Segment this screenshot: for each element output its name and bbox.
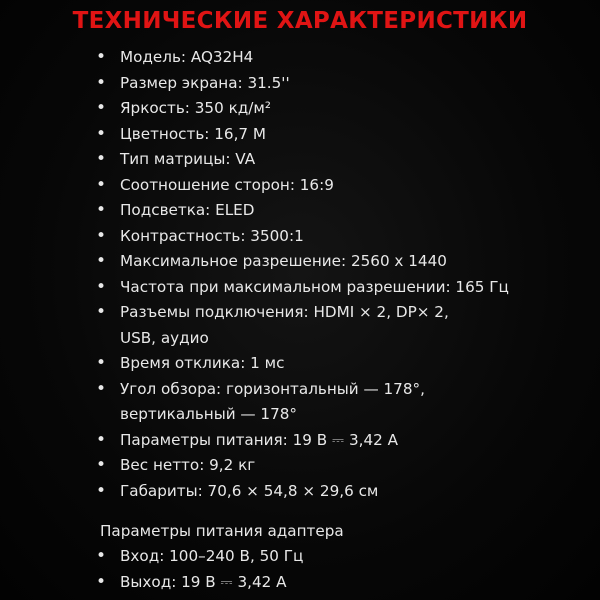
spec-item-text: Тип матрицы: VA [120, 150, 256, 168]
spec-item [92, 96, 592, 122]
spec-item-text: Частота при максимальном разрешении: 165 Гц [120, 277, 509, 296]
bullet-icon: • [96, 378, 107, 399]
spec-item-text: Время отклика: 1 мс [120, 354, 285, 372]
bullet-icon: • [96, 480, 107, 501]
spec-list [92, 45, 592, 504]
bullet-icon: • [96, 149, 107, 169]
page-title: ТЕХНИЧЕСКИЕ ХАРАКТЕРИСТИКИ [72, 8, 528, 34]
spec-item-text: Соотношение сторон: 16:9 [120, 175, 334, 194]
bullet-icon: • [96, 276, 107, 297]
spec-item-text: Габариты: 70,6 × 54,8 × 29,6 см [120, 481, 379, 500]
bullet-icon: • [96, 72, 107, 93]
spec-item [92, 570, 592, 596]
spec-item-text: вертикальный — 178° [120, 405, 298, 423]
spec-item [92, 147, 592, 173]
bullet-icon: • [96, 546, 107, 566]
spec-item-text: Выход: 19 В ⎓ 3,42 А [120, 572, 287, 591]
spec-item [92, 351, 592, 377]
spec-item-text: Параметры питания: 19 В ⎓ 3,42 А [120, 430, 398, 449]
spec-item [92, 249, 592, 275]
spec-item-text: Подсветка: ELED [120, 201, 255, 219]
spec-item [92, 544, 592, 570]
spec-item [92, 224, 592, 250]
bullet-icon: • [96, 302, 107, 322]
spec-item-text: Яркость: 350 кд/м² [120, 99, 271, 117]
spec-item-text: Модель: AQ32H4 [120, 48, 254, 66]
spec-item [92, 377, 592, 428]
spec-item [92, 300, 592, 351]
spec-item [92, 45, 592, 71]
bullet-icon: • [96, 225, 107, 246]
spec-item-text: USB, аудио [120, 328, 209, 347]
spec-item-text: Максимальное разрешение: 2560 x 1440 [120, 252, 447, 270]
bullet-icon: • [96, 251, 107, 271]
bullet-icon: • [96, 455, 107, 475]
bullet-icon: • [96, 98, 107, 118]
spec-item-text: Вес нетто: 9,2 кг [120, 456, 256, 474]
spec-item [92, 275, 592, 301]
spec-item-text: Цветность: 16,7 М [120, 124, 266, 143]
spec-item [92, 71, 592, 97]
bullet-icon: • [96, 174, 107, 195]
spec-item [92, 428, 592, 454]
spec-item [92, 453, 592, 479]
bullet-icon: • [96, 353, 107, 373]
spec-item-text: Угол обзора: горизонтальный — 178°, [120, 379, 425, 398]
adapter-section-title: Параметры питания адаптера [100, 522, 344, 540]
spec-item [92, 479, 592, 505]
spec-item [92, 198, 592, 224]
spec-item [92, 122, 592, 148]
bullet-icon: • [96, 200, 107, 220]
bullet-icon: • [96, 571, 107, 592]
spec-item-text: Вход: 100–240 В, 50 Гц [120, 547, 304, 565]
spec-item-text: Контрастность: 3500:1 [120, 226, 304, 245]
spec-item-text: Разъемы подключения: HDMI × 2, DP× 2, [120, 303, 449, 321]
spec-item-text: Размер экрана: 31.5'' [120, 73, 290, 92]
spec-item [92, 173, 592, 199]
adapter-spec-list [92, 544, 592, 595]
bullet-icon: • [96, 47, 107, 67]
bullet-icon: • [96, 123, 107, 144]
bullet-icon: • [96, 429, 107, 450]
